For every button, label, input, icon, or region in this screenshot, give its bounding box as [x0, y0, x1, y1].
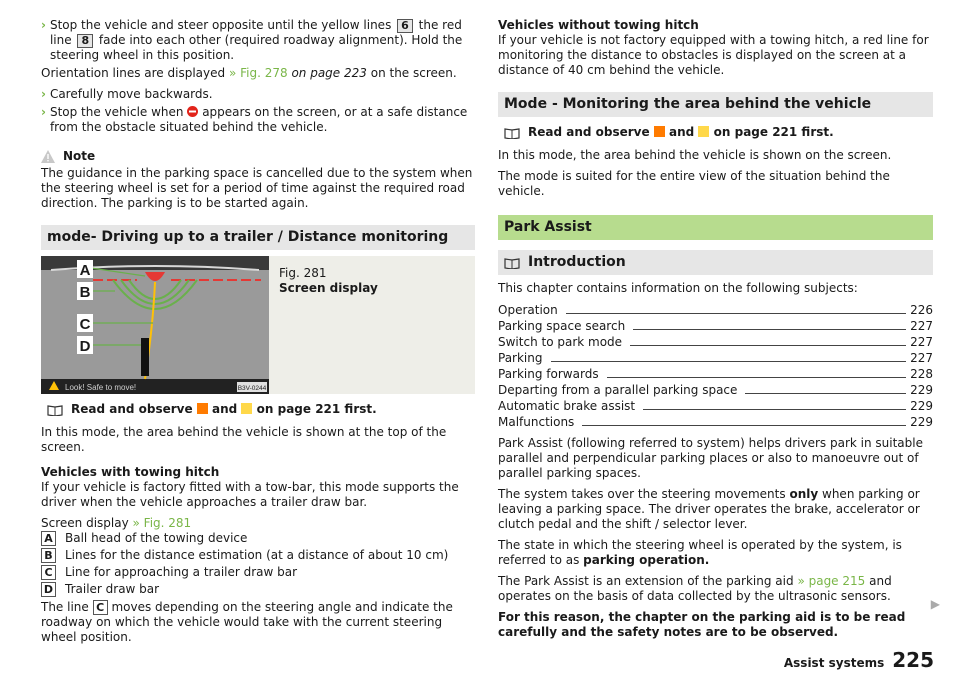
toc-entry-operation[interactable]: Operation 226 [498, 303, 933, 317]
fig-281-link[interactable]: » Fig. 281 [132, 516, 192, 530]
legend-item: A Ball head of the towing device [41, 531, 475, 546]
figure-label-c: C [79, 316, 91, 333]
legend-item: D Trailer draw bar [41, 582, 475, 597]
page-215-link[interactable]: » page 215 [797, 574, 866, 588]
park-assist-text-2: The system takes over the steering movements only when parking or leaving a parking space. The driver operates the brake, accelerator or clutch pedal and the shift / selector lever. [498, 487, 920, 531]
line-number-8: 8 [77, 34, 93, 48]
read-observe-right: Read and observe and on page 221 first. [504, 125, 933, 140]
note-heading: Note [41, 149, 475, 164]
legend-list [41, 531, 475, 597]
line-c-text: The line C moves depending on the steering angle and indicate the roadway on which the vehicle would take with the current steering wheel position. [41, 600, 453, 644]
toc-entry-automatic-brake-assist[interactable]: Automatic brake assist 229 [498, 399, 933, 413]
fig-278-link[interactable]: » Fig. 278 [228, 66, 288, 80]
monitoring-text-2: The mode is suited for the entire view of the situation behind the vehicle. [498, 169, 890, 198]
page-number: 225 [892, 648, 934, 672]
left-column [41, 18, 475, 651]
book-icon [47, 404, 63, 416]
figure-label-d: D [79, 338, 91, 355]
park-assist-text-5: For this reason, the chapter on the parking aid is to be read carefully and the safety notes are to be observed. [498, 610, 906, 639]
section-trailer-mode: mode- Driving up to a trailer / Distance monitoring [41, 225, 475, 250]
intro-text: In this mode, the area behind the vehicle is shown at the top of the screen. [41, 425, 447, 454]
book-icon [504, 127, 520, 139]
park-assist-text-4: The Park Assist is an extension of the parking aid » page 215 and operates on the basis of data collected by the ultrasonic sensors. [498, 574, 892, 603]
section-park-assist: Park Assist [498, 215, 933, 240]
warning-yellow-icon [241, 403, 252, 414]
line-number-6: 6 [397, 19, 413, 33]
no-hitch-heading: Vehicles without towing hitch [498, 18, 699, 32]
screen-display-heading: Screen display » Fig. 281 [41, 516, 192, 530]
right-column [498, 18, 933, 646]
book-icon [504, 257, 520, 269]
continue-arrow-icon: ▶ [930, 597, 940, 611]
warning-red-icon [197, 403, 208, 414]
toc-entry-parking-forwards[interactable]: Parking forwards 228 [498, 367, 933, 381]
towing-heading: Vehicles with towing hitch [41, 465, 220, 479]
section-monitoring-mode: Mode - Monitoring the area behind the vehicle [498, 92, 933, 117]
instruction-steer: › Stop the vehicle and steer opposite until the yellow lines 6 the red line 8 fade into each other (required roadway alignment). Hold the steering wheel in this position. [41, 18, 463, 62]
toc-entry-parking[interactable]: Parking 227 [498, 351, 933, 365]
towing-text: If your vehicle is factory fitted with a tow-bar, this mode supports the driver when the vehicle approaches a trailer draw bar. [41, 480, 459, 509]
bullet-arrow-icon: › [41, 18, 46, 32]
introduction-heading: Introduction [498, 250, 933, 275]
read-observe-left: Read and observe and on page 221 first. [47, 402, 475, 417]
warning-yellow-icon [698, 126, 709, 137]
screen-display-image [41, 256, 269, 394]
toc-entry-switch-to-park-mode[interactable]: Switch to park mode 227 [498, 335, 933, 349]
warning-red-icon [654, 126, 665, 137]
toc-entry-malfunctions[interactable]: Malfunctions 229 [498, 415, 933, 429]
toc-entry-departing[interactable]: Departing from a parallel parking space 229 [498, 383, 933, 397]
stop-symbol-icon [187, 106, 198, 117]
figure-code: B3V-0244 [237, 385, 267, 392]
chapter-name: Assist systems [783, 656, 885, 670]
orientation-text: Orientation lines are displayed » Fig. 278 on page 223 on the screen. [41, 66, 457, 80]
figure-label-b: B [79, 284, 91, 301]
park-assist-text-3: The state in which the steering wheel is operated by the system, is referred to as parking operation. [498, 538, 902, 567]
park-assist-text-1: Park Assist (following referred to system) helps drivers park in suitable parallel and perpendicular parking places or also to manoeuvre out of parallel parking spaces. [498, 436, 923, 480]
figure-label-a: A [79, 262, 91, 279]
table-of-contents [498, 302, 933, 430]
figure-281 [41, 256, 475, 394]
figure-caption: Fig. 281 Screen display [279, 266, 378, 295]
figure-status-text: Look! Safe to move! [65, 383, 137, 392]
no-hitch-text: If your vehicle is not factory equipped with a towing hitch, a red line for monitoring the distance to obstacles is displayed on the screen at a distance of 40 cm behind the vehicle. [498, 33, 929, 77]
page-footer [783, 648, 934, 672]
instruction-stop: › Stop the vehicle when appears on the screen, or at a safe distance from the obstacle situated behind the vehicle. [41, 105, 468, 134]
instruction-backwards: › Carefully move backwards. [41, 87, 213, 101]
legend-item: B Lines for the distance estimation (at a distance of about 10 cm) [41, 548, 475, 563]
toc-entry-parking-space-search[interactable]: Parking space search 227 [498, 319, 933, 333]
note-text: The guidance in the parking space is cancelled due to the system when the steering wheel is set for a period of time against the required road direction. The parking is to be started again. [41, 166, 473, 210]
legend-item: C Line for approaching a trailer draw bar [41, 565, 475, 580]
warning-triangle-icon [41, 150, 55, 163]
monitoring-text-1: In this mode, the area behind the vehicle is shown on the screen. [498, 148, 892, 162]
bullet-arrow-icon: › [41, 105, 46, 119]
bullet-arrow-icon: › [41, 87, 46, 101]
chapter-subjects-text: This chapter contains information on the following subjects: [498, 281, 858, 295]
